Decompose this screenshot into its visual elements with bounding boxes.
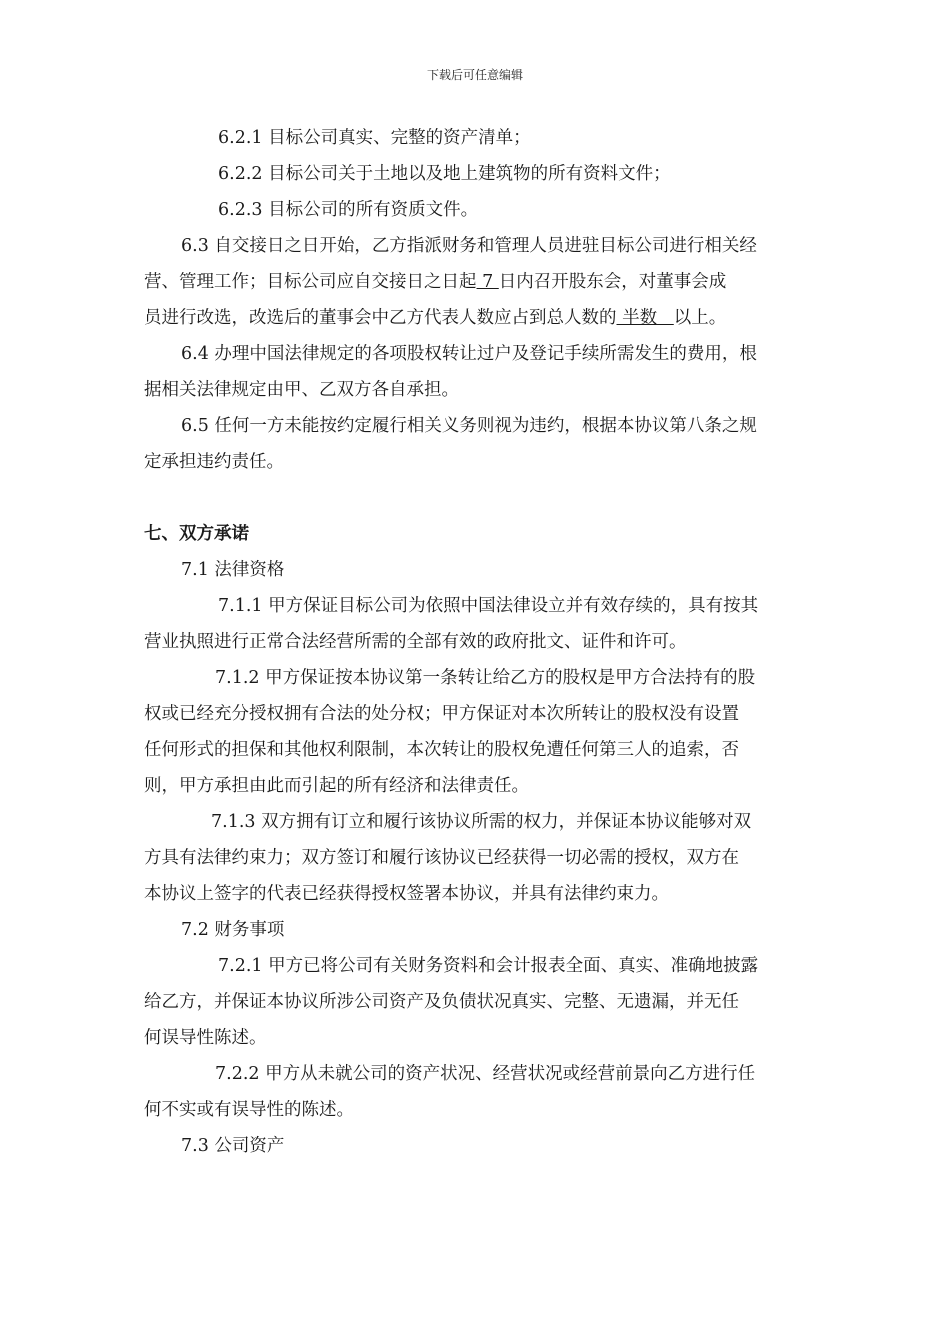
clause-7-2-2 — [144, 1056, 806, 1128]
clause-6-3-text: 员进行改选，改选后的董事会中乙方代表人数应占到总人数的 — [144, 308, 617, 328]
clause-7-2-1 — [144, 948, 806, 1056]
clause-7-2-title: 7.2 财务事项 — [181, 920, 285, 940]
clause-6-3-line2 — [144, 264, 806, 300]
clause-6-3-text: 以上。 — [673, 308, 727, 328]
clause-7-1-2-line1: 7.1.2 甲方保证按本协议第一条转让给乙方的股权是甲方合法持有的股 — [215, 668, 756, 688]
clause-6-5-line1: 6.5 任何一方未能按约定履行相关义务则视为违约，根据本协议第八条之规 — [181, 416, 757, 436]
clause-7-1-3 — [144, 804, 806, 912]
clause-6-4 — [144, 336, 806, 408]
clause-7-1-1 — [144, 588, 806, 660]
clause-7-2-1-line1: 7.2.1 甲方已将公司有关财务资料和会计报表全面、真实、准确地披露 — [218, 956, 759, 976]
clause-6-5-line2: 定承担违约责任。 — [144, 452, 284, 472]
document-body — [144, 120, 806, 1164]
clause-6-5 — [144, 408, 806, 480]
clause-7-1-3-line1: 7.1.3 双方拥有订立和履行该协议所需的权力，并保证本协议能够对双 — [211, 812, 752, 832]
clause-7-1-3-line3: 本协议上签字的代表已经获得授权签署本协议，并具有法律约束力。 — [144, 884, 669, 904]
clause-6-3-line1: 6.3 自交接日之日开始，乙方指派财务和管理人员进驻目标公司进行相关经 — [181, 236, 757, 256]
page-header: 下载后可任意编辑 — [426, 68, 523, 82]
section-7-title: 七、双方承诺 — [144, 524, 249, 544]
clause-6-4-line1: 6.4 办理中国法律规定的各项股权转让过户及登记手续所需发生的费用，根 — [181, 344, 757, 364]
clause-7-1-3-line2: 方具有法律约束力；双方签订和履行该协议已经获得一切必需的授权，双方在 — [144, 848, 739, 868]
clause-7-1-title: 7.1 法律资格 — [181, 560, 285, 580]
clause-6-3-text: 营、管理工作；目标公司应自交接日之日起 — [144, 272, 477, 292]
clause-6-3 — [144, 228, 806, 336]
clause-7-2-1-line2: 给乙方，并保证本协议所涉公司资产及负债状况真实、完整、无遗漏，并无任 — [144, 992, 739, 1012]
clause-7-2-2-line2: 何不实或有误导性的陈述。 — [144, 1100, 354, 1120]
clause-6-4-line2: 据相关法律规定由甲、乙双方各自承担。 — [144, 380, 459, 400]
clause-7-1-2-line3: 任何形式的担保和其他权利限制，本次转让的股权免遭任何第三人的追索，否 — [144, 740, 739, 760]
clause-6-2-2: 6.2.2 目标公司关于土地以及地上建筑物的所有资料文件； — [218, 164, 671, 184]
days-blank: 7 — [476, 272, 499, 292]
clause-7-1-1-line1: 7.1.1 甲方保证目标公司为依照中国法律设立并有效存续的，具有按其 — [218, 596, 759, 616]
clause-6-2-3: 6.2.3 目标公司的所有资质文件。 — [218, 200, 479, 220]
clause-7-1-2-line2: 权或已经充分授权拥有合法的处分权；甲方保证对本次所转让的股权没有设置 — [144, 704, 739, 724]
clause-7-2-1-line3: 何误导性陈述。 — [144, 1028, 267, 1048]
clause-6-3-text: 日内召开股东会，对董事会成 — [498, 272, 727, 292]
clause-7-3-title: 7.3 公司资产 — [181, 1136, 285, 1156]
clause-6-3-line3 — [144, 300, 806, 336]
section-gap — [144, 480, 806, 516]
ratio-blank: 半数 — [616, 308, 674, 328]
clause-6-2-1: 6.2.1 目标公司真实、完整的资产清单； — [218, 128, 531, 148]
clause-7-1-1-line2: 营业执照进行正常合法经营所需的全部有效的政府批文、证件和许可。 — [144, 632, 687, 652]
clause-7-1-2-line4: 则，甲方承担由此而引起的所有经济和法律责任。 — [144, 776, 529, 796]
clause-7-2-2-line1: 7.2.2 甲方从未就公司的资产状况、经营状况或经营前景向乙方进行任 — [215, 1064, 756, 1084]
clause-7-1-2 — [144, 660, 806, 804]
